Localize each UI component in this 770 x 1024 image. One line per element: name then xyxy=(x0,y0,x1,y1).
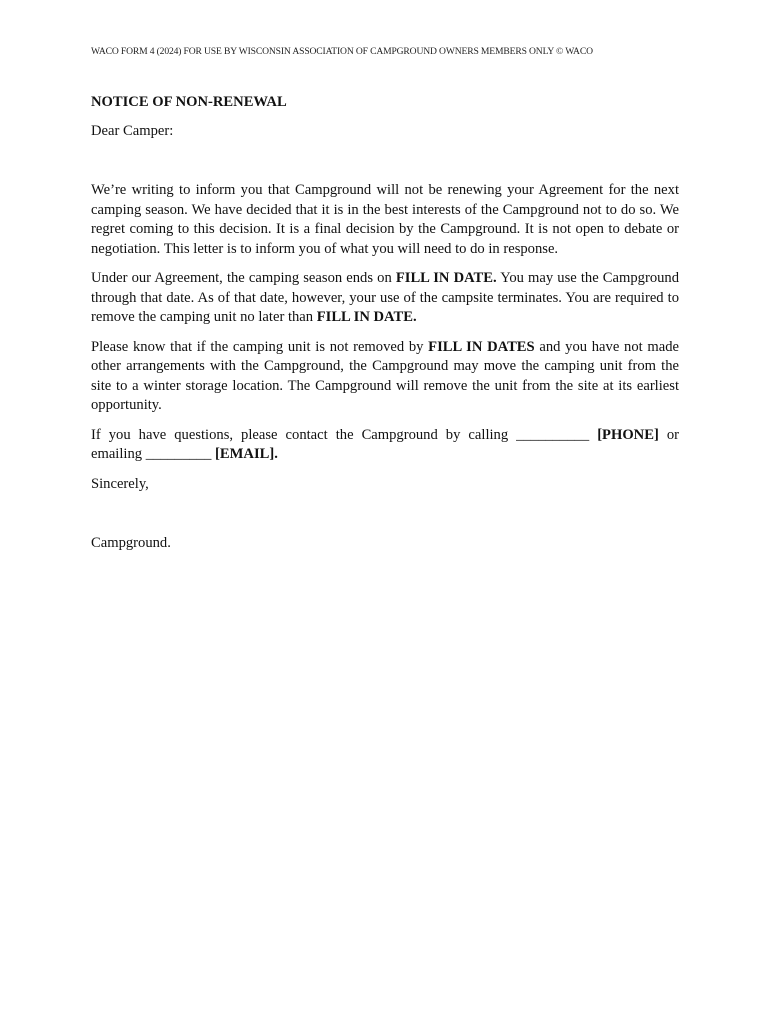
phone-placeholder: [PHONE] xyxy=(597,426,659,443)
removal-dates-placeholder: FILL IN DATES xyxy=(428,338,535,355)
season-end-text-b: You may use the Campground through that date. As of that date, however, your use of the campsite terminates. You are required to remove the camping unit no later than xyxy=(91,270,680,325)
closing: Sincerely, xyxy=(91,475,149,492)
paragraph-contact xyxy=(91,426,679,465)
signature: Campground. xyxy=(91,535,171,551)
removal-date-placeholder: FILL IN DATE. xyxy=(316,309,417,325)
contact-text-a: If you have questions, please contact the Campground by calling __________ xyxy=(91,426,598,443)
paragraph-non-renewal: We’re writing to inform you that Campground will not be renewing your Agreement for the next camping season. We have decided that it is in the best interests of the Campground not to do so. We regret coming to this decision. It is a final decision by the Campground. It is not open to debate or negotiation. This letter is to inform you of what you will need to do in response. xyxy=(91,182,679,257)
salutation: Dear Camper: xyxy=(91,122,174,139)
form-header: WACO FORM 4 (2024) FOR USE BY WISCONSIN ASSOCIATION OF CAMPGROUND OWNERS MEMBERS ONLY © WACO xyxy=(91,46,593,57)
unit-removal-text-a: Please know that if the camping unit is not removed by xyxy=(91,338,429,355)
notice-title: NOTICE OF NON-RENEWAL xyxy=(91,94,287,110)
season-end-date-placeholder: FILL IN DATE. xyxy=(395,270,497,286)
contact-text-b: or emailing _________ xyxy=(91,426,679,462)
paragraph-unit-removal xyxy=(91,338,679,416)
unit-removal-text-b: and you have not made other arrangements with the Campground, the Campground may move the camping unit from the site to a winter storage location. The Campground will remove the unit from the site at its earliest opportunity. xyxy=(91,338,679,413)
email-placeholder: [EMAIL]. xyxy=(215,446,278,462)
letter-body xyxy=(91,93,679,554)
season-end-text-a: Under our Agreement, the camping season ends on xyxy=(91,270,396,286)
paragraph-season-end xyxy=(91,269,679,328)
